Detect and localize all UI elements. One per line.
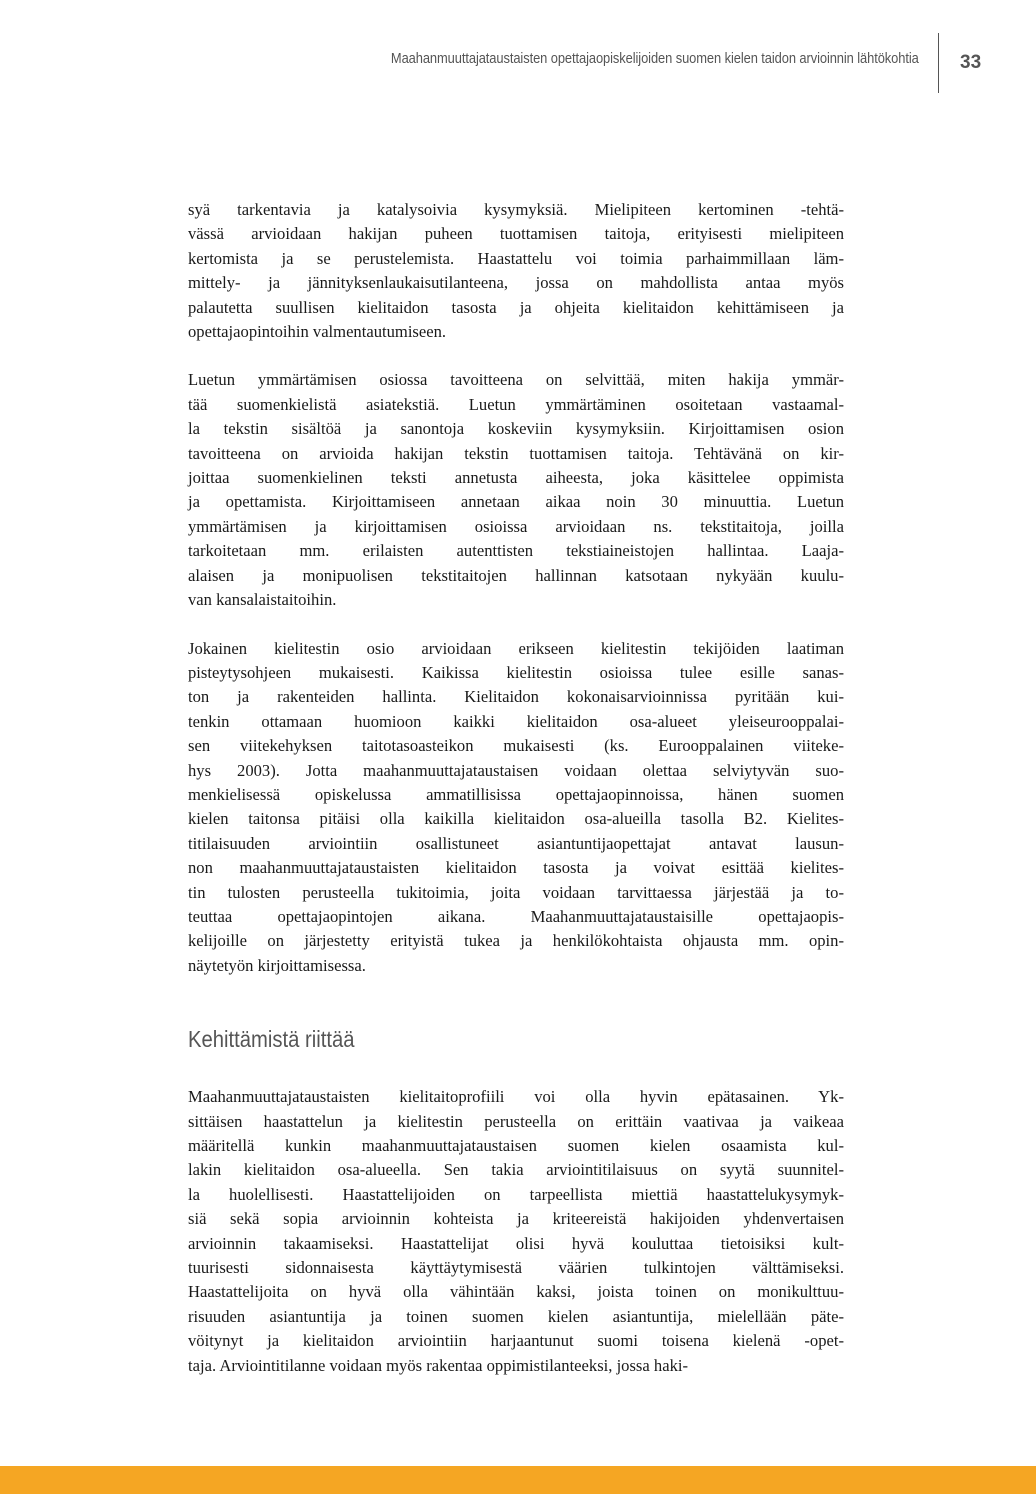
text-line: tenkin ottamaan huomioon kaikki kielitaidon osa-alueet yleiseurooppalai- bbox=[188, 711, 844, 731]
text-line: tin tulosten perusteella tukitoimia, joita voidaan tarvittaessa järjestää ja to- bbox=[188, 882, 844, 902]
text-line: Luetun ymmärtämisen osiossa tavoitteena on selvittää, miten hakija ymmär- bbox=[188, 370, 844, 390]
paragraph-1 bbox=[188, 198, 844, 344]
paragraph-4 bbox=[188, 1085, 844, 1378]
paragraph-3 bbox=[188, 637, 844, 979]
text-line: palautetta suullisen kielitaidon tasosta ja ohjeita kielitaidon kehittämiseen ja bbox=[188, 297, 844, 317]
text-line: sittäisen haastattelun ja kielitestin perusteella on erittäin vaativaa ja vaikeaa bbox=[188, 1111, 844, 1131]
text-line: taja. Arviointitilanne voidaan myös rakentaa oppimistilanteeksi, jossa haki- bbox=[188, 1355, 688, 1375]
text-line: opettajaopintoihin valmentautumiseen. bbox=[188, 322, 447, 342]
paragraph-2 bbox=[188, 368, 844, 612]
text-line: hys 2003). Jotta maahanmuuttajataustaisen voidaan olettaa selviytyvän suo- bbox=[188, 760, 844, 780]
page-number: 33 bbox=[960, 52, 982, 73]
text-line: la tekstin sisältöä ja sanontoja koskeviin kysymyksiin. Kirjoittamisen osion bbox=[188, 419, 844, 439]
text-line: van kansalaistaitoihin. bbox=[188, 590, 337, 610]
text-line: tää suomenkielistä asiatekstiä. Luetun ymmärtäminen osoitetaan vastaamal- bbox=[188, 394, 844, 414]
footer-bar bbox=[0, 1466, 1036, 1494]
text-line: vässä arvioidaan hakijan puheen tuottamisen taitoja, erityisesti mielipiteen bbox=[188, 224, 844, 244]
text-line: syä tarkentavia ja katalysoivia kysymyksiä. Mielipiteen kertominen -tehtä- bbox=[188, 200, 844, 219]
text-line: tavoitteena on arvioida hakijan tekstin tuottamisen taitoja. Tehtävänä on kir- bbox=[188, 443, 844, 463]
text-line: Jokainen kielitestin osio arvioidaan erikseen kielitestin tekijöiden laatiman bbox=[188, 638, 844, 658]
text-line: kelijoille on järjestetty erityistä tukea ja henkilökohtaista ohjausta mm. opin- bbox=[188, 931, 844, 951]
text-line: kielen taitonsa pitäisi olla kaikilla kielitaidon osa-alueilla tasolla B2. Kielites- bbox=[188, 809, 844, 829]
text-line: määritellä kunkin maahanmuuttajataustaisen suomen kielen osaamista kul- bbox=[188, 1136, 844, 1155]
text-line: Haastattelijoita on hyvä olla vähintään kaksi, joista toinen on monikulttuu- bbox=[188, 1282, 844, 1302]
section-heading: Kehittämistä riittää bbox=[188, 1026, 355, 1053]
text-line: menkielisessä opiskelussa ammatillisissa opettajaopinnoissa, hänen suomen bbox=[188, 784, 844, 804]
text-line: tuurisesti sidonnaisesta käyttäytymisestä väärien tulkintojen välttämiseksi. bbox=[188, 1258, 844, 1278]
text-line: alaisen ja monipuolisen tekstitaitojen hallinnan katsotaan nykyään kuulu- bbox=[188, 565, 844, 585]
text-line: Maahanmuuttajataustaisten kielitaitoprofiili voi olla hyvin epätasainen. Yk- bbox=[188, 1087, 844, 1107]
text-line: vöitynyt ja kielitaidon arviointiin harjaantunut suomi toisena kielenä -opet- bbox=[188, 1331, 844, 1351]
text-line: ja opettamista. Kirjoittamiseen annetaan aikaa noin 30 minuuttia. Luetun bbox=[188, 492, 844, 512]
text-line: ymmärtämisen ja kirjoittamisen osioissa arvioidaan ns. tekstitaitoja, joilla bbox=[188, 516, 844, 536]
text-line: lakin kielitaidon osa-alueella. Sen takia arviointitilaisuus on syytä suunnitel- bbox=[188, 1160, 844, 1180]
header-divider bbox=[938, 33, 939, 93]
text-line: kertomista ja se perustelemista. Haastattelu voi toimia parhaimmillaan läm- bbox=[188, 248, 844, 268]
text-line: arvioinnin takaamiseksi. Haastattelijat olisi hyvä kouluttaa tietoisiksi kult- bbox=[188, 1233, 844, 1253]
text-line: sen viitekehyksen taitotasoasteikon mukaisesti (ks. Eurooppalainen viiteke- bbox=[188, 736, 844, 756]
text-line: titilaisuuden arviointiin osallistuneet asiantuntijaopettajat antavat lausun- bbox=[188, 833, 844, 853]
text-line: non maahanmuuttajataustaisten kielitaidon tasosta ja voivat esittää kielites- bbox=[188, 858, 844, 878]
text-line: joittaa suomenkielinen teksti annetusta aiheesta, joka käsittelee oppimista bbox=[188, 468, 844, 488]
text-line: ton ja rakenteiden hallinta. Kielitaidon kokonaisarvioinnissa pyritään kui- bbox=[188, 687, 844, 707]
text-line: teuttaa opettajaopintojen aikana. Maahanmuuttajataustaisille opettajaopis- bbox=[188, 906, 844, 926]
text-line: la huolellisesti. Haastattelijoiden on tarpeellista miettiä haastattelukysymyk- bbox=[188, 1184, 844, 1204]
running-header-title: Maahanmuuttajataustaisten opettajaopiskelijoiden suomen kielen taidon arvioinnin lähtökohtia bbox=[391, 50, 919, 67]
text-line: risuuden asiantuntija ja toinen suomen kielen asiantuntija, mielellään päte- bbox=[188, 1306, 844, 1326]
text-line: näytetyön kirjoittamisessa. bbox=[188, 955, 366, 975]
text-line: siä sekä sopia arvioinnin kohteista ja kriteereistä hakijoiden yhdenvertaisen bbox=[188, 1209, 844, 1229]
body-text bbox=[188, 198, 844, 1402]
text-line: tarkoitetaan mm. erilaisten autenttisten tekstiaineistojen hallintaa. Laaja- bbox=[188, 541, 844, 561]
text-line: pisteytysohjeen mukaisesti. Kaikissa kielitestin osioissa tulee esille sanas- bbox=[188, 662, 844, 682]
text-line: mittely- ja jännityksenlaukaisutilanteena, jossa on mahdollista antaa myös bbox=[188, 273, 844, 293]
